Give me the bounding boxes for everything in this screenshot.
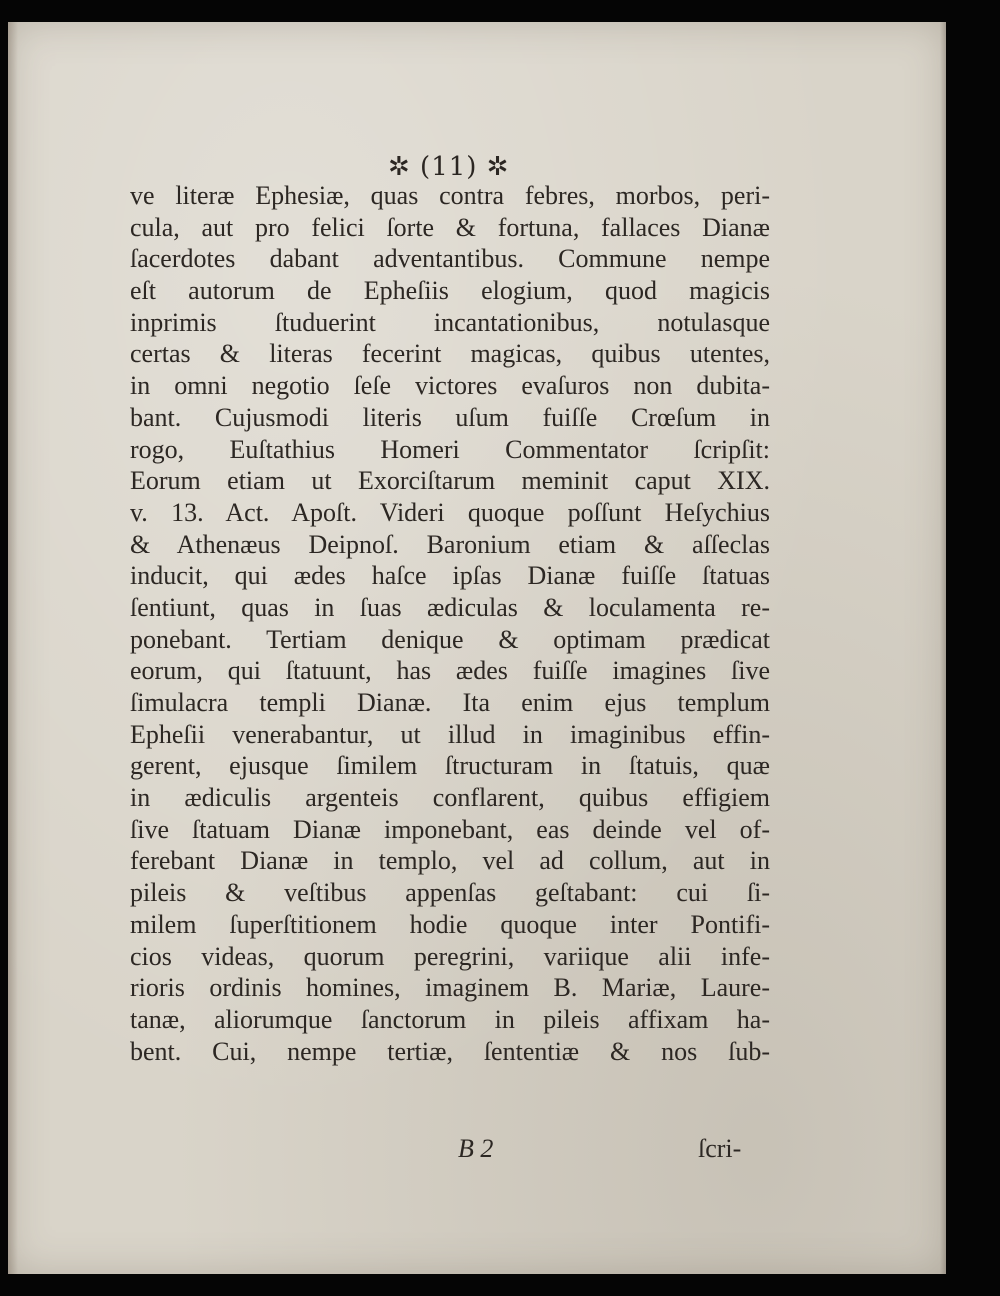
text-line: cula, aut pro felici ſorte & fortuna, fallaces Dianæ <box>130 212 770 242</box>
page-number-header: ✲ (11) ✲ <box>388 152 510 182</box>
text-line: rogo, Euſtathius Homeri Commentator ſcripſit: <box>130 434 770 464</box>
text-line: tanæ, aliorumque ſanctorum in pileis affixam ha- <box>130 1004 770 1034</box>
text-line: cios videas, quorum peregrini, variique alii infe- <box>130 941 770 971</box>
text-line: Eorum etiam ut Exorciſtarum meminit caput XIX. <box>130 466 770 496</box>
text-line: inducit, qui ædes haſce ipſas Dianæ fuiſſe ſtatuas <box>130 561 770 591</box>
text-line: rioris ordinis homines, imaginem B. Mariæ, Laure- <box>130 973 770 1003</box>
text-line: ferebant Dianæ in templo, vel ad collum, aut in <box>130 846 770 876</box>
text-line: bant. Cujusmodi literis uſum fuiſſe Crœſum in <box>130 402 770 432</box>
text-line: gerent, ejusque ſimilem ſtructuram in ſtatuis, quæ <box>130 751 770 781</box>
body-text <box>130 180 770 1067</box>
book-page <box>8 22 946 1274</box>
page-edge-right <box>940 22 946 1274</box>
text-line: Epheſii venerabantur, ut illud in imaginibus effin- <box>130 719 770 749</box>
text-line: certas & literas fecerint magicas, quibus utentes, <box>130 339 770 369</box>
text-line: eſt autorum de Epheſiis elogium, quod magicis <box>130 276 770 306</box>
text-line: ponebant. Tertiam denique & optimam prædicat <box>130 624 770 654</box>
text-line: & Athenæus Deipnoſ. Baronium etiam & aſſeclas <box>130 529 770 559</box>
text-line: in ædiculis argenteis conflarent, quibus effigiem <box>130 783 770 813</box>
page-edge-left <box>8 22 18 1274</box>
text-line: v. 13. Act. Apoſt. Videri quoque poſſunt Heſychius <box>130 497 770 527</box>
catchword: ſcri- <box>698 1134 742 1163</box>
text-line: milem ſuperſtitionem hodie quoque inter Pontifi- <box>130 909 770 939</box>
text-line: inprimis ſtuduerint incantationibus, notulasque <box>130 307 770 337</box>
text-line: in omni negotio ſeſe victores evaſuros non dubita- <box>130 371 770 401</box>
text-line: eorum, qui ſtatuunt, has ædes fuiſſe imagines ſive <box>130 656 770 686</box>
text-line: ſacerdotes dabant adventantibus. Commune nempe <box>130 244 770 274</box>
text-line: ſentiunt, quas in ſuas ædiculas & loculamenta re- <box>130 592 770 622</box>
text-line: ſimulacra templi Dianæ. Ita enim ejus templum <box>130 688 770 717</box>
text-line: pileis & veſtibus appenſas geſtabant: cui ſi- <box>130 878 770 908</box>
text-line: ſive ſtatuam Dianæ imponebant, eas deinde vel of- <box>130 814 770 844</box>
text-line: bent. Cui, nempe tertiæ, ſententiæ & nos ſub- <box>130 1036 770 1066</box>
text-line: ve literæ Ephesiæ, quas contra febres, morbos, peri- <box>130 181 770 210</box>
signature-mark: B 2 <box>458 1134 494 1163</box>
